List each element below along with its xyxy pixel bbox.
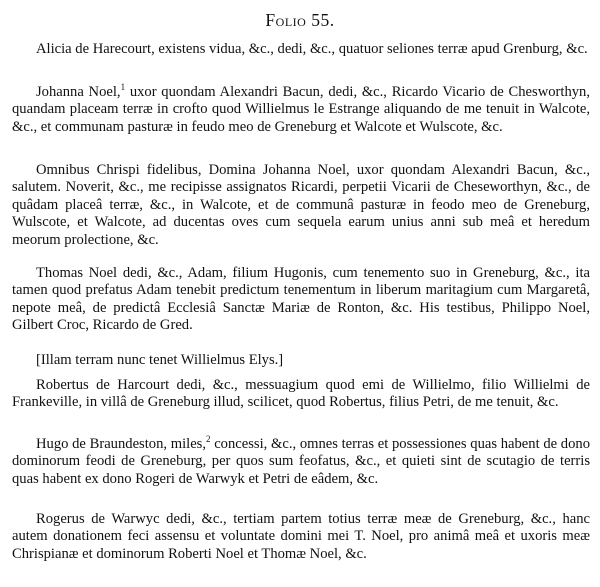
footnote-marker: 1 <box>120 82 126 93</box>
paragraph-text: Robertus de Harcourt dedi, &c., messuagium quod emi de Willielmo, filio Willielmi de Frankeville, in villâ de Greneburg illud, scilicet, quod Robertus, filius Petri, de me tenuit, &c. <box>12 377 590 411</box>
paragraph-thomas-noel <box>12 265 590 335</box>
paragraph-robertus <box>12 377 590 412</box>
folio-heading: Folio 55. <box>265 10 335 30</box>
paragraph-bracketed-note <box>12 352 590 369</box>
paragraph-text: Omnibus Chrispi fidelibus, Domina Johanna Noel, uxor quondam Alexandri Bacun, &c., salutem. Noverit, &c., me recipisse assignatos Ricardi, perpetii Vicarii de Cheseworthyn, &c., de quâdam placeâ terræ, &c., in Walcote, et de communâ pasturæ in feodo meo de Greneburg, Wulscote, et Walcote, ad ducentas oves cum sequela earum unius anni sub meâ et heredum meorum prolectione, &c. <box>12 162 590 248</box>
paragraph-rogerus <box>12 511 590 563</box>
paragraph-johanna-noel <box>12 84 590 136</box>
paragraph-hugo <box>12 436 590 488</box>
paragraph-text: uxor quondam Alexandri Bacun, dedi, &c., Ricardo Vicario de Chesworthyn, quandam placeam terræ in crofto quod Willielmus le Estrange aliquando de me tenuit in Walcote, &c., et communam pasturæ in feudo meo de Greneburg et Walcote et Wulscote, &c. <box>12 84 590 135</box>
paragraph-alicia <box>12 41 590 58</box>
paragraph-text: Alicia de Harecourt, existens vidua, &c., dedi, &c., quatuor seliones terræ apud Grenburg, &c. <box>36 41 588 57</box>
paragraph-text: Rogerus de Warwyc dedi, &c., tertiam partem totius terræ meæ de Greneburg, &c., hanc autem donationem feci assensu et voluntate domini mei T. Noel, pro animâ meâ et uxoris meæ Chrispianæ et dominorum Roberti Noel et Thomæ Noel, &c. <box>12 511 590 562</box>
paragraph-text: [Illam terram nunc tenet Willielmus Elys.] <box>36 352 284 368</box>
paragraph-omnibus <box>12 162 590 249</box>
footnote-marker: 2 <box>206 434 211 445</box>
paragraph-text: Johanna Noel, <box>36 84 121 100</box>
paragraph-text: concessi, &c., omnes terras et possessiones quas habent de dono dominorum feodi de Greneburg, per quos sum feofatus, &c., et quieti sint de scutagio de terris quas habent ex dono Rogeri de Warwyk et Petri de eâdem, &c. <box>12 436 590 487</box>
paragraph-text: Hugo de Braundeston, miles, <box>36 436 206 452</box>
paragraph-text: Thomas Noel dedi, &c., Adam, filium Hugonis, cum tenemento suo in Greneburg, &c., ita tamen quod prefatus Adam tenebit predictum tenementum in liberum maritagium cum Margaretâ, nepote meâ, de predictâ Ecclesiâ Sanctæ Mariæ de Ronton, &c. His testibus, Philippo Noel, Gilbert Croc, Ricardo de Gred. <box>12 265 590 334</box>
